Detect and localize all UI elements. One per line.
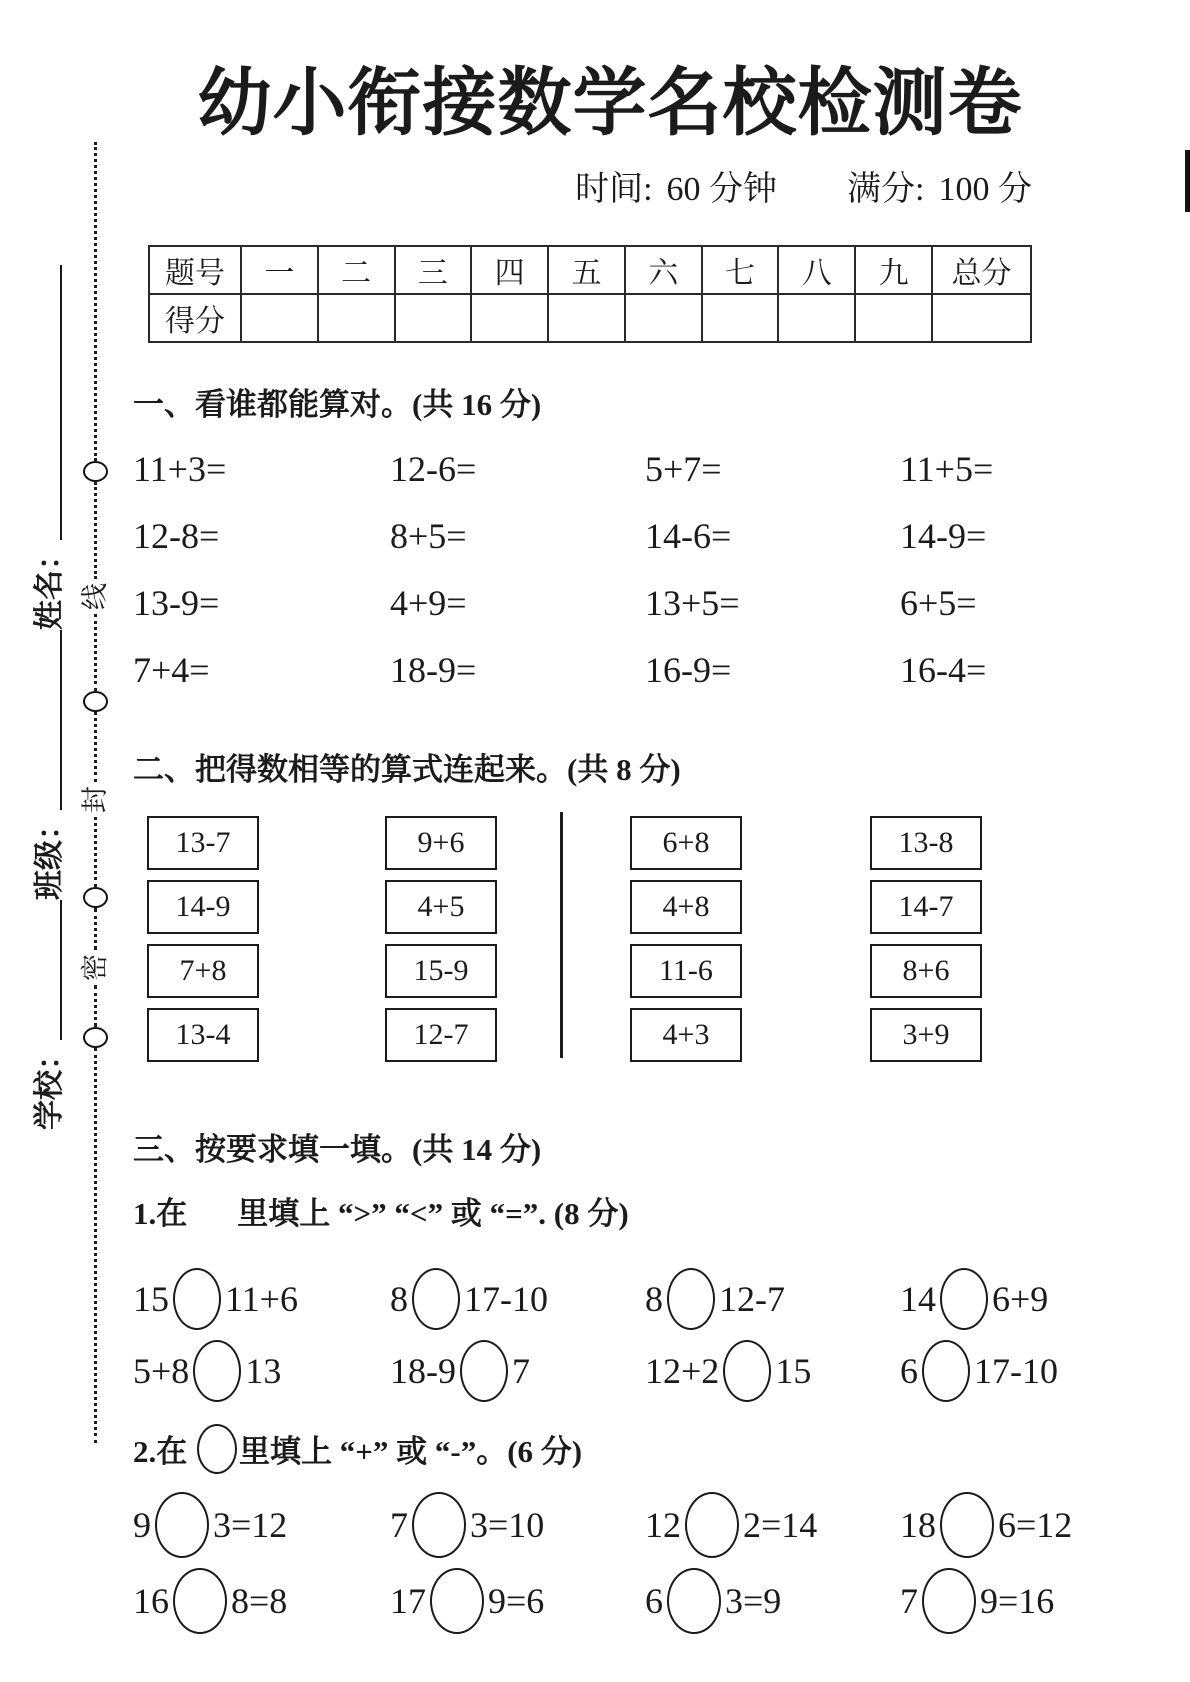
answer-circle bbox=[723, 1340, 771, 1402]
page-title: 幼小衔接数学名校检测卷 bbox=[197, 63, 1023, 145]
operator-problem bbox=[900, 1568, 1072, 1634]
section1-heading: 一、看谁都能算对。(共 16 分) bbox=[133, 387, 542, 422]
match-box: 12-7 bbox=[385, 1008, 497, 1062]
col-header: 一 bbox=[241, 246, 318, 294]
operator-problem bbox=[645, 1492, 900, 1558]
right-operand: 11+6 bbox=[225, 1279, 298, 1319]
scan-artifact bbox=[1185, 150, 1190, 212]
operator-problem bbox=[900, 1492, 1072, 1558]
answer-circle bbox=[685, 1492, 739, 1558]
divider-line bbox=[560, 812, 563, 1058]
match-box: 7+8 bbox=[147, 944, 259, 998]
match-box: 4+5 bbox=[385, 880, 497, 934]
comparison-problem bbox=[900, 1268, 1058, 1330]
seal-circle-icon bbox=[83, 1027, 108, 1048]
match-column-1 bbox=[147, 816, 259, 1062]
student-info-line bbox=[27, 250, 67, 1130]
score-row-label: 得分 bbox=[149, 294, 241, 342]
match-column-4 bbox=[870, 816, 982, 1062]
sub1-prefix: 1.在 bbox=[133, 1196, 188, 1231]
score-cell-empty bbox=[548, 294, 625, 342]
score-table bbox=[148, 245, 1032, 343]
right-operand: 3=10 bbox=[470, 1505, 545, 1545]
match-box: 8+6 bbox=[870, 944, 982, 998]
right-operand: 17-10 bbox=[464, 1279, 548, 1319]
left-operand: 8 bbox=[645, 1279, 663, 1319]
match-box: 9+6 bbox=[385, 816, 497, 870]
comparison-problem bbox=[900, 1340, 1058, 1402]
calc-problem: 13+5= bbox=[645, 583, 740, 623]
calc-problem: 18-9= bbox=[390, 650, 477, 690]
col-header: 八 bbox=[778, 246, 855, 294]
seal-dotted-segment bbox=[94, 817, 97, 887]
score-cell-empty bbox=[702, 294, 779, 342]
operator-problem bbox=[133, 1492, 390, 1558]
name-blank-line bbox=[60, 265, 62, 540]
section3-heading: 三、按要求填一填。(共 14 分) bbox=[133, 1132, 542, 1167]
match-box: 14-9 bbox=[147, 880, 259, 934]
seal-dotted-segment bbox=[94, 614, 97, 691]
left-operand: 7 bbox=[900, 1581, 918, 1621]
time-label: 时间: bbox=[575, 170, 653, 208]
seal-circle-icon bbox=[83, 887, 108, 908]
match-column-3 bbox=[630, 816, 742, 1062]
right-operand: 17-10 bbox=[974, 1351, 1058, 1391]
section3-sub1-heading bbox=[133, 1194, 1040, 1234]
left-operand: 6 bbox=[645, 1581, 663, 1621]
calc-problem: 5+7= bbox=[645, 449, 722, 489]
class-label: 班级： bbox=[33, 810, 66, 900]
calc-problem: 16-9= bbox=[645, 650, 732, 690]
seal-dotted-segment bbox=[94, 985, 97, 1027]
left-operand: 9 bbox=[133, 1505, 151, 1545]
class-blank-line bbox=[60, 630, 62, 810]
col-header: 五 bbox=[548, 246, 625, 294]
calc-problem: 11+3= bbox=[133, 449, 227, 489]
time-value: 60 分钟 bbox=[666, 170, 778, 208]
seal-line bbox=[80, 133, 110, 1443]
answer-circle bbox=[173, 1268, 221, 1330]
seal-dotted-segment bbox=[94, 908, 97, 950]
match-box: 15-9 bbox=[385, 944, 497, 998]
comparison-problem bbox=[645, 1268, 900, 1330]
left-operand: 5+8 bbox=[133, 1351, 190, 1391]
right-operand: 2=14 bbox=[743, 1505, 818, 1545]
name-label: 姓名： bbox=[33, 540, 66, 630]
comparison-problem bbox=[645, 1340, 900, 1402]
full-score-label: 满分: bbox=[847, 170, 925, 208]
calc-problem: 6+5= bbox=[900, 583, 977, 623]
comparison-problem bbox=[133, 1268, 390, 1330]
score-cell-empty bbox=[471, 294, 548, 342]
col-header: 二 bbox=[318, 246, 395, 294]
answer-circle bbox=[940, 1492, 994, 1558]
answer-circle bbox=[412, 1268, 460, 1330]
operator-problem bbox=[645, 1568, 900, 1634]
left-operand: 14 bbox=[900, 1279, 936, 1319]
match-column-2 bbox=[385, 816, 497, 1062]
sub2-rest: 里填上 “+” 或 “-”。(6 分) bbox=[239, 1434, 583, 1469]
section1-problems bbox=[133, 449, 1040, 690]
right-operand: 12-7 bbox=[719, 1279, 785, 1319]
main-content bbox=[133, 0, 1073, 1634]
calc-problem: 8+5= bbox=[390, 516, 467, 556]
match-box: 4+3 bbox=[630, 1008, 742, 1062]
sub1-rest: 里填上 “>” “<” 或 “=”. (8 分) bbox=[237, 1196, 629, 1231]
answer-circle bbox=[940, 1268, 988, 1330]
operator-problems bbox=[133, 1492, 1073, 1634]
full-score-info bbox=[847, 161, 1032, 210]
seal-circle-icon bbox=[83, 461, 108, 482]
seal-char-xian: 线 bbox=[80, 583, 110, 610]
col-header: 九 bbox=[855, 246, 932, 294]
right-operand: 7 bbox=[512, 1351, 530, 1391]
score-cell-empty bbox=[625, 294, 702, 342]
left-operand: 8 bbox=[390, 1279, 408, 1319]
answer-circle bbox=[922, 1568, 976, 1634]
section2-match-area bbox=[133, 816, 1040, 1056]
seal-char-mi: 密 bbox=[80, 954, 110, 981]
seal-circle-icon bbox=[83, 691, 108, 712]
section3-sub2-heading bbox=[133, 1424, 1040, 1474]
seal-char-feng: 封 bbox=[80, 786, 110, 813]
calc-problem: 11+5= bbox=[900, 449, 994, 489]
seal-dotted-segment bbox=[94, 1048, 97, 1443]
answer-circle bbox=[173, 1568, 227, 1634]
left-operand: 16 bbox=[133, 1581, 169, 1621]
right-operand: 6+9 bbox=[992, 1279, 1049, 1319]
right-operand: 13 bbox=[245, 1351, 282, 1391]
match-box: 4+8 bbox=[630, 880, 742, 934]
answer-circle bbox=[667, 1568, 721, 1634]
right-operand: 9=16 bbox=[980, 1581, 1055, 1621]
comparison-problem bbox=[390, 1340, 645, 1402]
match-box: 13-8 bbox=[870, 816, 982, 870]
calc-problem: 13-9= bbox=[133, 583, 220, 623]
right-operand: 9=6 bbox=[488, 1581, 545, 1621]
col-header: 七 bbox=[702, 246, 779, 294]
answer-circle bbox=[155, 1492, 209, 1558]
answer-circle bbox=[667, 1268, 715, 1330]
score-cell-empty bbox=[778, 294, 855, 342]
calc-problem: 14-9= bbox=[900, 516, 987, 556]
score-cell-empty bbox=[241, 294, 318, 342]
calc-problem: 7+4= bbox=[133, 650, 210, 690]
score-table-score-row bbox=[149, 294, 1031, 342]
col-header: 三 bbox=[395, 246, 472, 294]
match-box: 6+8 bbox=[630, 816, 742, 870]
circle-placeholder-icon bbox=[197, 1424, 237, 1474]
operator-problem bbox=[390, 1568, 645, 1634]
comparison-problems bbox=[133, 1268, 1058, 1402]
comparison-problem bbox=[133, 1340, 390, 1402]
match-box: 11-6 bbox=[630, 944, 742, 998]
score-cell-empty bbox=[932, 294, 1031, 342]
col-header: 六 bbox=[625, 246, 702, 294]
answer-circle bbox=[193, 1340, 241, 1402]
right-operand: 6=12 bbox=[998, 1505, 1073, 1545]
seal-dotted-segment bbox=[94, 482, 97, 579]
left-operand: 6 bbox=[900, 1351, 918, 1391]
score-cell-empty bbox=[318, 294, 395, 342]
left-operand: 12+2 bbox=[645, 1351, 720, 1391]
exam-meta bbox=[133, 165, 1040, 208]
right-operand: 3=9 bbox=[725, 1581, 782, 1621]
right-operand: 8=8 bbox=[231, 1581, 288, 1621]
question-number-header: 题号 bbox=[149, 246, 241, 294]
col-header: 四 bbox=[471, 246, 548, 294]
left-operand: 18-9 bbox=[390, 1351, 456, 1391]
left-operand: 7 bbox=[390, 1505, 408, 1545]
seal-dotted-segment bbox=[94, 712, 97, 782]
calc-problem: 16-4= bbox=[900, 650, 987, 690]
answer-circle bbox=[430, 1568, 484, 1634]
left-operand: 12 bbox=[645, 1505, 681, 1545]
school-blank-line bbox=[60, 900, 62, 1040]
right-operand: 3=12 bbox=[213, 1505, 288, 1545]
comparison-problem bbox=[390, 1268, 645, 1330]
school-label: 学校： bbox=[33, 1040, 66, 1130]
calc-problem: 4+9= bbox=[390, 583, 467, 623]
calc-problem: 12-8= bbox=[133, 516, 220, 556]
sub2-prefix: 2.在 bbox=[133, 1434, 188, 1469]
calc-problem: 12-6= bbox=[390, 449, 477, 489]
answer-circle bbox=[460, 1340, 508, 1402]
left-operand: 18 bbox=[900, 1505, 936, 1545]
answer-circle bbox=[412, 1492, 466, 1558]
operator-problem bbox=[133, 1568, 390, 1634]
match-box: 13-7 bbox=[147, 816, 259, 870]
section2-heading: 二、把得数相等的算式连起来。(共 8 分) bbox=[133, 752, 681, 787]
full-score-value: 100 分 bbox=[938, 170, 1032, 208]
score-cell-empty bbox=[395, 294, 472, 342]
calc-problem: 14-6= bbox=[645, 516, 732, 556]
total-score-header: 总分 bbox=[932, 246, 1031, 294]
score-table-header-row bbox=[149, 246, 1031, 294]
right-operand: 15 bbox=[775, 1351, 812, 1391]
left-operand: 17 bbox=[390, 1581, 426, 1621]
score-cell-empty bbox=[855, 294, 932, 342]
seal-dotted-segment bbox=[94, 142, 97, 461]
match-box: 3+9 bbox=[870, 1008, 982, 1062]
match-box: 14-7 bbox=[870, 880, 982, 934]
match-box: 13-4 bbox=[147, 1008, 259, 1062]
time-info bbox=[575, 161, 777, 210]
operator-problem bbox=[390, 1492, 645, 1558]
left-operand: 15 bbox=[133, 1279, 169, 1319]
answer-circle bbox=[922, 1340, 970, 1402]
